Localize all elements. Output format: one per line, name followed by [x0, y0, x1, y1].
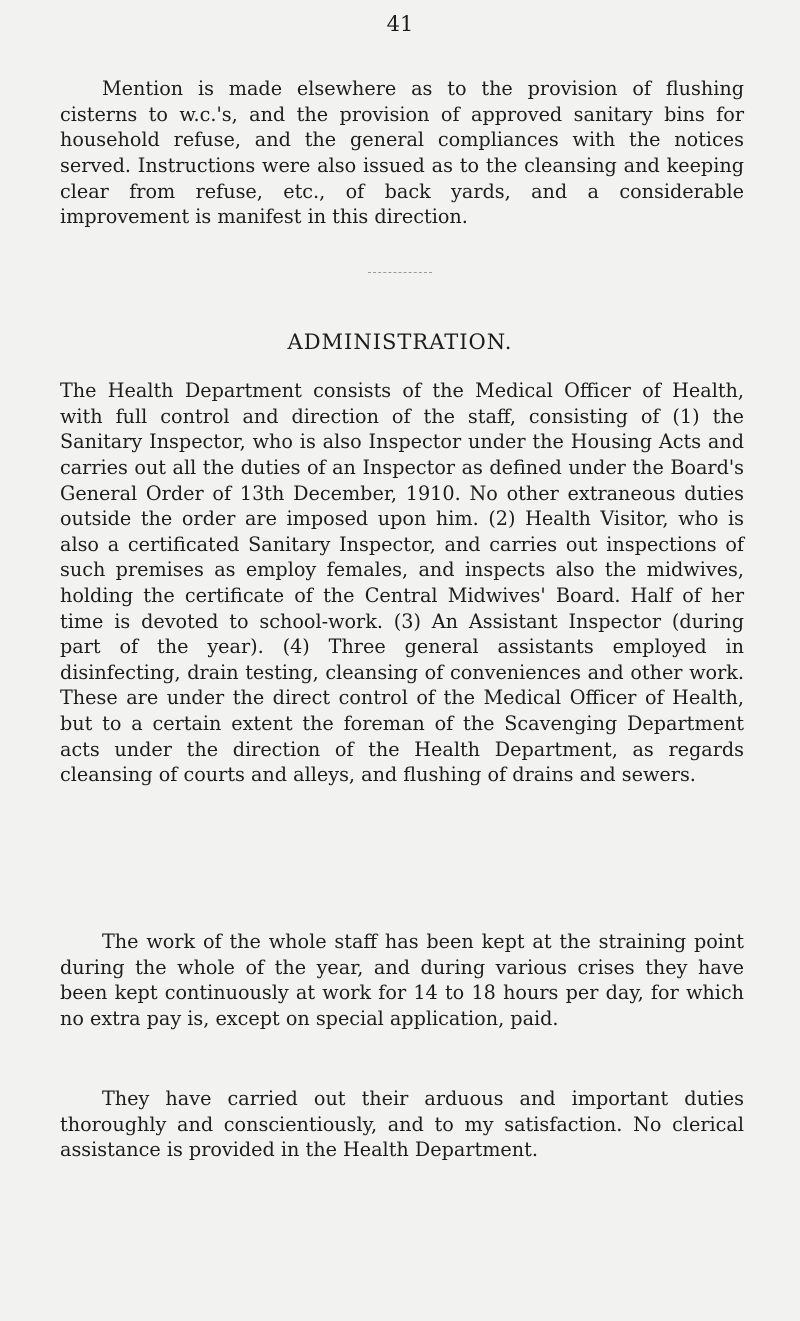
page-number: 41 [386, 12, 414, 36]
section-divider [368, 272, 432, 273]
section-heading: ADMINISTRATION. [287, 330, 513, 354]
administration-paragraph: The Health Department consists of the Medical Officer of Health, with full control and direction of the staff, consisting of (1) the Sanitary Inspector, who is also Inspector under the Housing Acts and carries out all the duties of an Inspector as defined under the Board's General Order of 13th December, 1910. No other extraneous duties outside the order are imposed upon him. (2) Health Visitor, who is also a certificated Sanitary Inspector, and carries out inspections of such premises as employ females, and inspects also the midwives, holding the certificate of the Central Midwives' Board. Half of her time is devoted to school-work. (3) An Assistant Inspector (during part of the year). (4) Three general assistants employed in disinfecting, drain testing, cleansing of conveniences and other work. These are under the direct control of the Medical Officer of Health, but to a certain extent the foreman of the Scavenging Department acts under the direction of the Health Department, as regards cleansing of courts and alleys, and flushing of drains and sewers. [60, 379, 744, 787]
closing-paragraph: They have carried out their arduous and important duties thoroughly and conscientiously, and to my satisfaction. No clerical assistance is provided in the Health Department. [60, 1087, 744, 1162]
staff-paragraph: The work of the whole staff has been kept at the straining point during the whole of the year, and during various crises they have been kept continuously at work for 14 to 18 hours per day, for which no extra pay is, except on special application, paid. [60, 930, 744, 1030]
intro-paragraph: Mention is made elsewhere as to the provision of flushing cisterns to w.c.'s, and the provision of approved sanitary bins for household refuse, and the general compliances with the notices served. Instructions were also issued as to the cleansing and keeping clear from refuse, etc., of back yards, and a considerable improvement is manifest in this direction. [60, 77, 744, 229]
